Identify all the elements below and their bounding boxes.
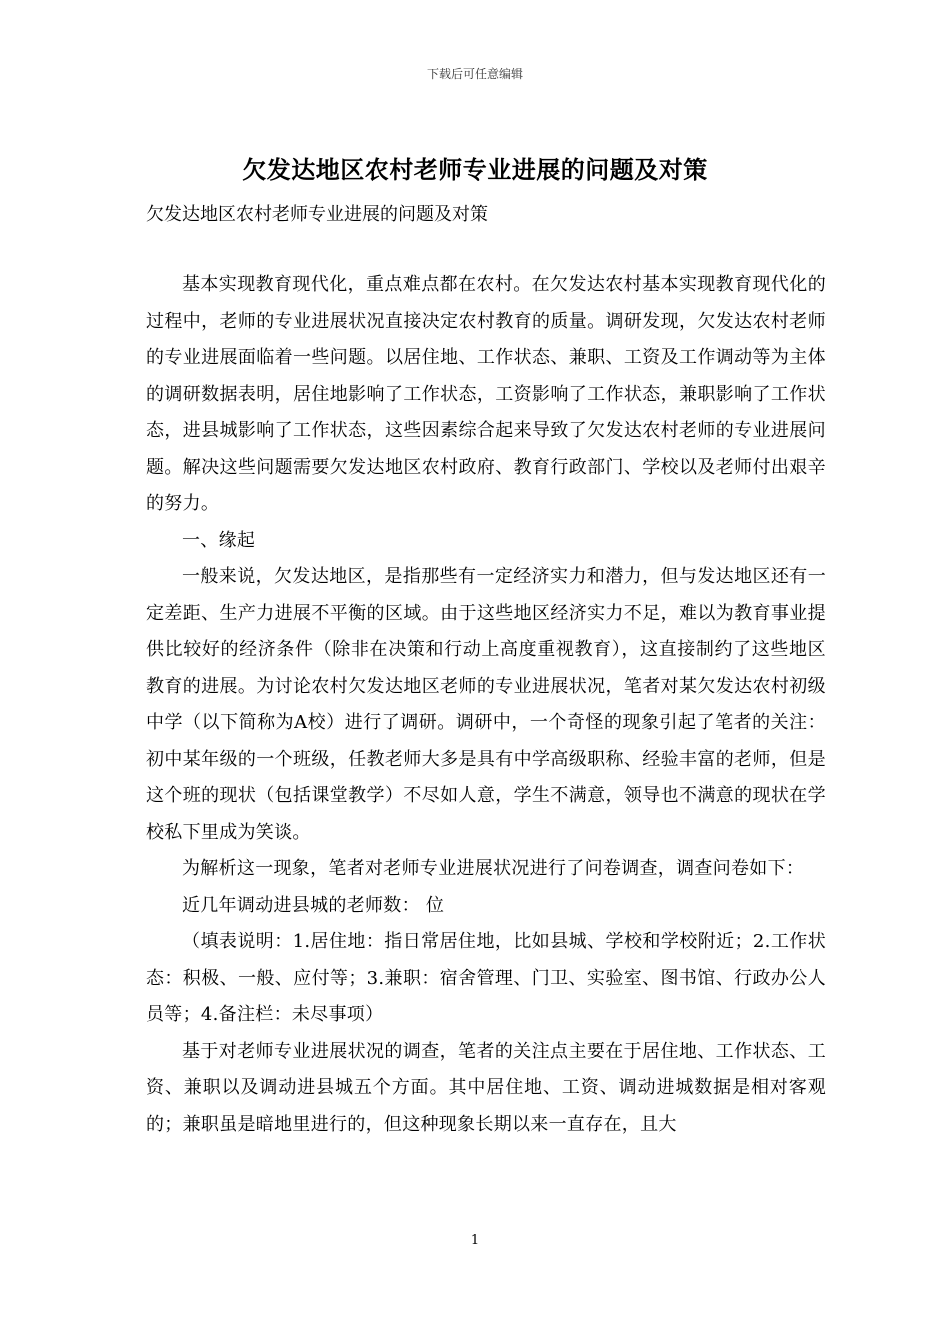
paragraph-transfer-count: 近几年调动进县城的老师数： 位 — [182, 894, 445, 916]
document-body — [146, 267, 826, 1143]
section-heading-origin: 一、缘起 — [182, 529, 256, 551]
paragraph-origin: 一般来说，欠发达地区，是指那些有一定经济实力和潜力，但与发达地区还有一定差距、生产力进展不平衡的区域。由于这些地区经济实力不足，难以为教育事业提供比较好的经济条件（除非在决策和行动上高度重视教育），这直接制约了这些地区教育的进展。为讨论农村欠发达地区老师的专业进展状况，笔者对某欠发达农村初级中学（以下简称为A校）进行了调研。调研中，一个奇怪的现象引起了笔者的关注：初中某年级的一个班级，任教老师大多是具有中学高级职称、经验丰富的老师，但是这个班的现状（包括课堂教学）不尽如人意，学生不满意，领导也不满意的现状在学校私下里成为笑谈。 — [146, 566, 826, 843]
paragraph-intro: 基本实现教育现代化，重点难点都在农村。在欠发达农村基本实现教育现代化的过程中，老师的专业进展状况直接决定农村教育的质量。调研发现，欠发达农村老师的专业进展面临着一些问题。以居住地、工作状态、兼职、工资及工作调动等为主体的调研数据表明，居住地影响了工作状态，工资影响了工作状态，兼职影响了工作状态，进县城影响了工作状态，这些因素综合起来导致了欠发达农村老师的专业进展问题。解决这些问题需要欠发达地区农村政府、教育行政部门、学校以及老师付出艰辛的努力。 — [146, 274, 826, 514]
page-number: 1 — [470, 1233, 480, 1248]
header-note: 下载后可任意编辑 — [426, 67, 523, 81]
paragraph-form-notes: （填表说明：1.居住地：指日常居住地，比如县城、学校和学校附近；2.工作状态：积极、一般、应付等；3.兼职：宿舍管理、门卫、实验室、图书馆、行政办公人员等；4.备注栏：未尽事项） — [146, 931, 826, 1025]
paragraph-survey-analysis: 基于对老师专业进展状况的调查，笔者的关注点主要在于居住地、工作状态、工资、兼职以及调动进县城五个方面。其中居住地、工资、调动进城数据是相对客观的；兼职虽是暗地里进行的，但这种现象长期以来一直存在，且大 — [146, 1040, 826, 1135]
paragraph-survey-intro: 为解析这一现象，笔者对老师专业进展状况进行了问卷调查，调查问卷如下： — [182, 858, 805, 879]
document-subtitle: 欠发达地区农村老师专业进展的问题及对策 — [146, 204, 488, 225]
document-title: 欠发达地区农村老师专业进展的问题及对策 — [242, 155, 708, 184]
